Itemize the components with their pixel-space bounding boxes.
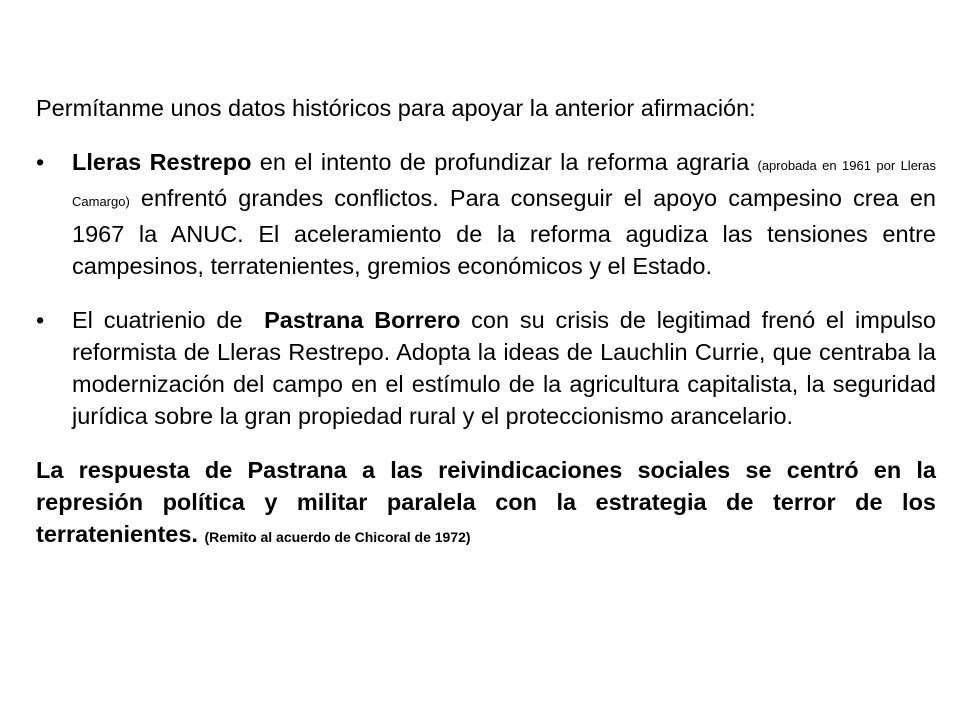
bullet-text: en el intento de profundizar la reforma agraria bbox=[251, 149, 758, 175]
intro-paragraph: Permítanme unos datos históricos para apoyar la anterior afirmación: bbox=[36, 95, 756, 121]
conclusion-text: La respuesta de Pastrana a las reivindicaciones sociales se centró en la represión política y militar paralela con la estrategia de terror de los terratenientes. bbox=[36, 457, 936, 547]
bullet-text: con su crisis de legitimad frenó el impulso reformista de Lleras Restrepo. Adopta la ideas de Lauchlin Currie, que centraba la modernización del campo en el estímulo de la agricultura capitalista, la seguridad jurídica sobre la gran propiedad rural y el proteccionismo arancelario. bbox=[72, 307, 936, 429]
conclusion-paragraph bbox=[36, 454, 936, 553]
bullet-lead-name: Pastrana Borrero bbox=[264, 307, 461, 333]
bullet-item-lleras bbox=[36, 146, 936, 282]
bullet-small-note: (aprobada en 1961 por Lleras Camargo) bbox=[72, 158, 936, 209]
conclusion-note: (Remito al acuerdo de Chicoral de 1972) bbox=[204, 529, 471, 545]
bullet-text: El cuatrienio de bbox=[72, 307, 265, 333]
slide-content bbox=[36, 92, 936, 553]
bullet-item-pastrana bbox=[36, 304, 936, 432]
bullet-text: enfrentó grandes conflictos. Para conseguir el apoyo campesino crea en 1967 la ANUC. El aceleramiento de la reforma agudiza las tensiones entre campesinos, terratenientes, gremios económicos y el Estado. bbox=[72, 185, 936, 279]
bullet-lead-name: Lleras Restrepo bbox=[72, 149, 252, 175]
bullet-dot-icon: • bbox=[36, 307, 45, 333]
bullet-dot-icon: • bbox=[36, 149, 45, 175]
